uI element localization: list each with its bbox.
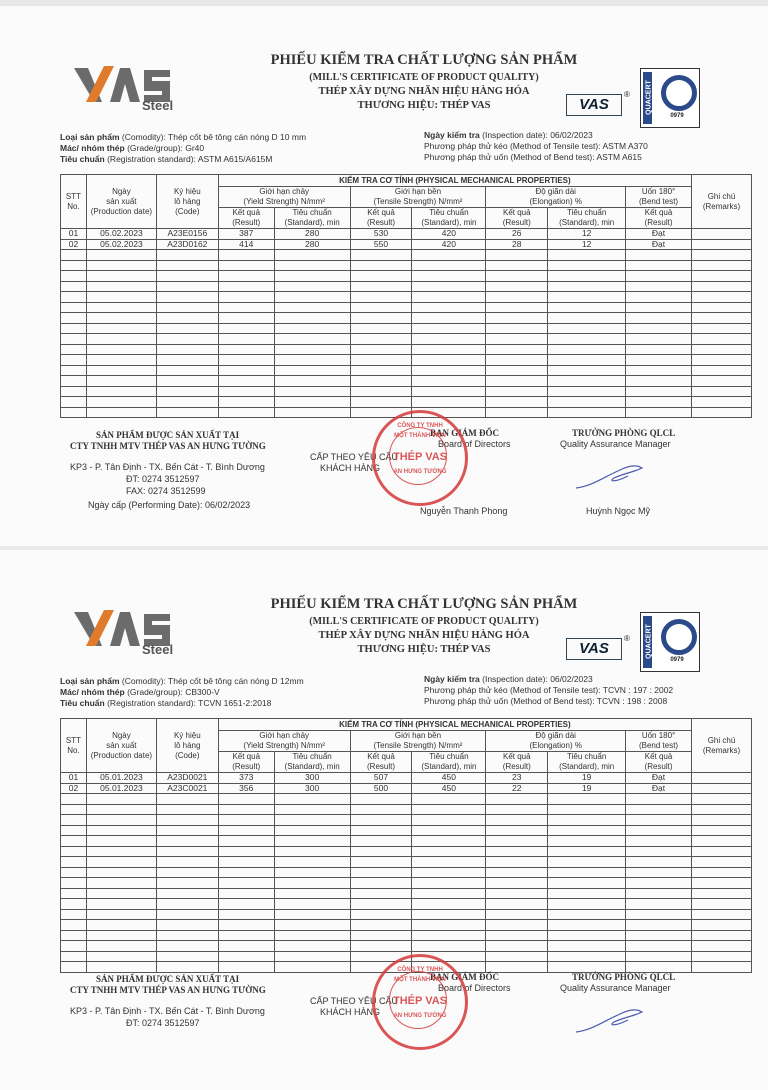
header-code: Ký hiệu lô hàng (Code): [156, 719, 218, 773]
table-row: [61, 783, 752, 794]
cell-remarks: [691, 783, 751, 794]
cell-production-date: 05.02.2023: [86, 229, 156, 240]
cell-bend-result: Đạt: [626, 783, 692, 794]
registered-icon: ®: [624, 634, 630, 643]
quacert-logo: [640, 612, 700, 672]
header-bend: Uốn 180° (Bend test): [626, 731, 692, 752]
cell-elongation-result: 23: [486, 773, 548, 784]
cell-code: A23E0156: [156, 229, 218, 240]
request-text: CẤP THEO YÊU CẦU: [310, 996, 399, 1006]
quacert-band: QUACERT: [643, 72, 652, 124]
header-elongation-result: Kết quả (Result): [486, 208, 548, 229]
cell-tensile-standard: 450: [412, 783, 486, 794]
registered-icon: ®: [624, 90, 630, 99]
trademark-line: THÉP XÂY DỰNG NHÃN HIỆU HÀNG HÓA: [318, 630, 530, 641]
product-info: Loại sản phẩm (Comodity): Thép cốt bê tông cán nóng D 10 mm: [60, 132, 307, 142]
cell-no: 02: [61, 783, 87, 794]
empty-row: [61, 365, 752, 376]
director-name: Nguyễn Thanh Phong: [420, 506, 508, 516]
cell-elongation-result: 22: [486, 783, 548, 794]
properties-table: [60, 718, 752, 973]
header-elongation-standard: Tiêu chuẩn (Standard), min: [548, 208, 626, 229]
cell-yield-standard: 280: [274, 229, 350, 240]
header-yield-standard: Tiêu chuẩn (Standard), min: [274, 208, 350, 229]
cell-tensile-result: 530: [350, 229, 412, 240]
header-yield: Giới hạn chảy (Yield Strength) N/mm²: [218, 187, 350, 208]
logo-steel-text: Steel: [142, 98, 174, 113]
empty-row: [61, 323, 752, 334]
empty-row: [61, 313, 752, 324]
qa-manager-name: Huỳnh Ngọc Mỹ: [586, 506, 651, 516]
header-stt: STT No.: [61, 175, 87, 229]
header-remarks: Ghi chú (Remarks): [691, 719, 751, 773]
header-yield-standard: Tiêu chuẩn (Standard), min: [274, 752, 350, 773]
request-text: CẤP THEO YÊU CẦU: [310, 452, 399, 462]
certificate-sheet: [0, 550, 768, 1090]
header-yield-result: Kết quả (Result): [218, 208, 274, 229]
header-tensile-result: Kết quả (Result): [350, 752, 412, 773]
empty-row: [61, 260, 752, 271]
header-elongation-result: Kết quả (Result): [486, 752, 548, 773]
vas-mark: VAS: [566, 638, 622, 660]
product-info: Loại sản phẩm (Comodity): Thép cốt bê tông cán nóng D 12mm: [60, 676, 304, 686]
header-bend-result: Kết quả (Result): [626, 752, 692, 773]
cell-yield-standard: 300: [274, 783, 350, 794]
empty-row: [61, 930, 752, 941]
inspection-info: Ngày kiểm tra (Inspection date): 06/02/2023: [424, 130, 593, 140]
grade-info: Mác/ nhóm thép (Grade/group): Gr40: [60, 143, 205, 153]
empty-row: [61, 334, 752, 345]
empty-row: [61, 804, 752, 815]
cell-elongation-result: 26: [486, 229, 548, 240]
cell-remarks: [691, 229, 751, 240]
board-title-en: Board of Directors: [438, 983, 511, 993]
certificate-subtitle: (MILL'S CERTIFICATE OF PRODUCT QUALITY): [309, 616, 539, 627]
header-remarks: Ghi chú (Remarks): [691, 175, 751, 229]
header-elongation: Độ giãn dài (Elongation) %: [486, 187, 626, 208]
empty-row: [61, 920, 752, 931]
cell-production-date: 05.01.2023: [86, 783, 156, 794]
cell-no: 01: [61, 229, 87, 240]
cell-code: A23D0021: [156, 773, 218, 784]
cell-tensile-standard: 420: [412, 229, 486, 240]
company-stamp: CÔNG TY TNHH MỘT THÀNH VIÊN THÉP VAS AN HƯNG TƯỜNG: [372, 954, 468, 1050]
cell-bend-result: Đạt: [626, 239, 692, 250]
header-tensile-standard: Tiêu chuẩn (Standard), min: [412, 752, 486, 773]
company-name: CTY TNHH MTV THÉP VAS AN HƯNG TƯỜNG: [70, 441, 266, 451]
empty-row: [61, 857, 752, 868]
cell-production-date: 05.02.2023: [86, 239, 156, 250]
empty-row: [61, 836, 752, 847]
company-fax: FAX: 0274 3512599: [126, 486, 206, 496]
qa-signature-icon: [572, 1002, 652, 1038]
cell-tensile-standard: 450: [412, 773, 486, 784]
certificate-title: PHIẾU KIỂM TRA CHẤT LƯỢNG SẢN PHẨM: [270, 596, 578, 612]
cell-bend-result: Đạt: [626, 229, 692, 240]
header-tensile: Giới hạn bền (Tensile Strength) N/mm²: [350, 187, 486, 208]
empty-row: [61, 825, 752, 836]
board-title-en: Board of Directors: [438, 439, 511, 449]
certificate-title: PHIẾU KIỂM TRA CHẤT LƯỢNG SẢN PHẨM: [270, 52, 578, 68]
board-title: BAN GIÁM ĐỐC: [430, 972, 499, 982]
quacert-number: 0979: [670, 657, 684, 663]
certificate-subtitle: (MILL'S CERTIFICATE OF PRODUCT QUALITY): [309, 72, 539, 83]
header-tensile-result: Kết quả (Result): [350, 208, 412, 229]
header-bend: Uốn 180° (Bend test): [626, 187, 692, 208]
empty-row: [61, 281, 752, 292]
quacert-band: QUACERT: [643, 616, 652, 668]
cell-code: A23C0021: [156, 783, 218, 794]
header-physical-properties: KIỂM TRA CƠ TÍNH (PHYSICAL MECHANICAL PROPERTIES): [218, 175, 691, 187]
quacert-ring-icon: [661, 619, 697, 655]
cell-remarks: [691, 773, 751, 784]
empty-row: [61, 878, 752, 889]
header-production-date: Ngày sản xuất (Production date): [86, 719, 156, 773]
cell-yield-result: 414: [218, 239, 274, 250]
header-yield: Giới hạn chảy (Yield Strength) N/mm²: [218, 731, 350, 752]
company-address: KP3 - P. Tân Định - TX. Bến Cát - T. Bình Dương: [70, 462, 265, 472]
made-by: SẢN PHẨM ĐƯỢC SẢN XUẤT TẠI: [96, 974, 240, 984]
cell-remarks: [691, 239, 751, 250]
certificate-sheet: [0, 6, 768, 546]
qa-signature-icon: [572, 458, 652, 494]
cell-yield-standard: 280: [274, 239, 350, 250]
cell-elongation-result: 28: [486, 239, 548, 250]
cell-production-date: 05.01.2023: [86, 773, 156, 784]
trademark-line: THÉP XÂY DỰNG NHÃN HIỆU HÀNG HÓA: [318, 86, 530, 97]
cell-yield-result: 387: [218, 229, 274, 240]
cell-no: 02: [61, 239, 87, 250]
header-elongation: Độ giãn dài (Elongation) %: [486, 731, 626, 752]
qa-title: TRƯỞNG PHÒNG QLCL: [572, 428, 676, 438]
properties-table: [60, 174, 752, 418]
company-name: CTY TNHH MTV THÉP VAS AN HƯNG TƯỜNG: [70, 985, 266, 995]
empty-row: [61, 867, 752, 878]
cell-bend-result: Đạt: [626, 773, 692, 784]
empty-row: [61, 941, 752, 952]
standard-info: Tiêu chuẩn (Registration standard): ASTM A615/A615M: [60, 154, 273, 164]
cell-yield-standard: 300: [274, 773, 350, 784]
bend-method-info: Phương pháp thử uốn (Method of Bend test): TCVN : 198 : 2008: [424, 696, 668, 706]
cell-code: A23D0162: [156, 239, 218, 250]
company-phone: ĐT: 0274 3512597: [126, 1018, 200, 1028]
empty-row: [61, 909, 752, 920]
empty-row: [61, 344, 752, 355]
bend-method-info: Phương pháp thử uốn (Method of Bend test): ASTM A615: [424, 152, 642, 162]
grade-info: Mác/ nhóm thép (Grade/group): CB300-V: [60, 687, 220, 697]
cell-elongation-standard: 12: [548, 229, 626, 240]
quacert-number: 0979: [670, 113, 684, 119]
empty-row: [61, 302, 752, 313]
header-stt: STT No.: [61, 719, 87, 773]
empty-row: [61, 376, 752, 387]
company-phone: ĐT: 0274 3512597: [126, 474, 200, 484]
header-production-date: Ngày sản xuất (Production date): [86, 175, 156, 229]
cell-tensile-result: 500: [350, 783, 412, 794]
company-address: KP3 - P. Tân Định - TX. Bến Cát - T. Bình Dương: [70, 1006, 265, 1016]
header-physical-properties: KIỂM TRA CƠ TÍNH (PHYSICAL MECHANICAL PROPERTIES): [218, 719, 691, 731]
empty-row: [61, 386, 752, 397]
table-body: [61, 773, 752, 973]
logo-steel-text: Steel: [142, 642, 174, 657]
brand-line: THƯƠNG HIỆU: THÉP VAS: [357, 644, 491, 655]
header-code: Ký hiệu lô hàng (Code): [156, 175, 218, 229]
quacert-logo: [640, 68, 700, 128]
company-stamp: CÔNG TY TNHH MỘT THÀNH VIÊN THÉP VAS AN HƯNG TƯỜNG: [372, 410, 468, 506]
empty-row: [61, 899, 752, 910]
brand-line: THƯƠNG HIỆU: THÉP VAS: [357, 100, 491, 111]
empty-row: [61, 397, 752, 408]
empty-row: [61, 271, 752, 282]
quacert-ring-icon: [661, 75, 697, 111]
empty-row: [61, 846, 752, 857]
cell-elongation-standard: 19: [548, 773, 626, 784]
qa-title-en: Quality Assurance Manager: [560, 983, 671, 993]
board-title: BAN GIÁM ĐỐC: [430, 428, 499, 438]
qa-title-en: Quality Assurance Manager: [560, 439, 671, 449]
empty-row: [61, 355, 752, 366]
cell-tensile-result: 550: [350, 239, 412, 250]
tensile-method-info: Phương pháp thử kéo (Method of Tensile test): TCVN : 197 : 2002: [424, 685, 674, 695]
standard-info: Tiêu chuẩn (Registration standard): TCVN 1651-2:2018: [60, 698, 272, 708]
table-body: [61, 229, 752, 418]
empty-row: [61, 815, 752, 826]
header-bend-result: Kết quả (Result): [626, 208, 692, 229]
cell-yield-result: 373: [218, 773, 274, 784]
cell-no: 01: [61, 773, 87, 784]
tensile-method-info: Phương pháp thử kéo (Method of Tensile test): ASTM A370: [424, 141, 648, 151]
issue-date: Ngày cấp (Performing Date): 06/02/2023: [88, 500, 251, 510]
header-elongation-standard: Tiêu chuẩn (Standard), min: [548, 752, 626, 773]
customer-text: KHÁCH HÀNG: [320, 463, 381, 473]
empty-row: [61, 794, 752, 805]
cell-elongation-standard: 19: [548, 783, 626, 794]
table-row: [61, 773, 752, 784]
header-tensile-standard: Tiêu chuẩn (Standard), min: [412, 208, 486, 229]
header-tensile: Giới hạn bền (Tensile Strength) N/mm²: [350, 731, 486, 752]
table-row: [61, 239, 752, 250]
empty-row: [61, 292, 752, 303]
customer-text: KHÁCH HÀNG: [320, 1007, 381, 1017]
cell-tensile-standard: 420: [412, 239, 486, 250]
empty-row: [61, 250, 752, 261]
vas-mark: VAS: [566, 94, 622, 116]
table-row: [61, 229, 752, 240]
cell-elongation-standard: 12: [548, 239, 626, 250]
cell-yield-result: 356: [218, 783, 274, 794]
cell-tensile-result: 507: [350, 773, 412, 784]
made-by: SẢN PHẨM ĐƯỢC SẢN XUẤT TẠI: [96, 430, 240, 440]
qa-title: TRƯỞNG PHÒNG QLCL: [572, 972, 676, 982]
inspection-info: Ngày kiểm tra (Inspection date): 06/02/2023: [424, 674, 593, 684]
header-yield-result: Kết quả (Result): [218, 752, 274, 773]
empty-row: [61, 888, 752, 899]
